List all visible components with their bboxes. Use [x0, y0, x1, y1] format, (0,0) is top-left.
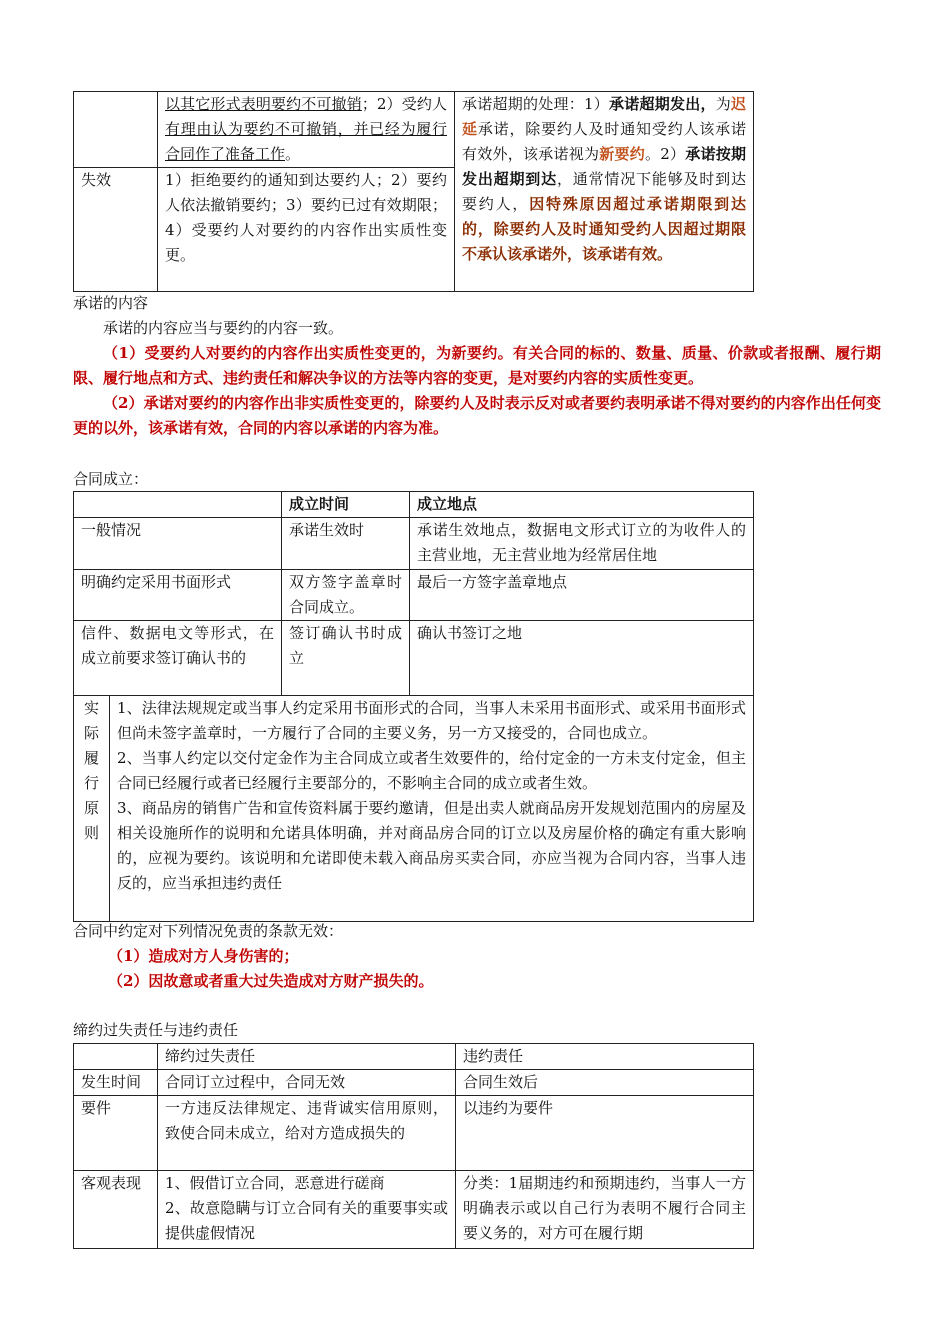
exemption-item-2: （2）因故意或者重大过失造成对方财产损失的。	[108, 972, 434, 990]
exemption-section	[73, 919, 881, 994]
liability-header-culpa: 缔约过失责任	[158, 1044, 456, 1070]
irrevocable-text-a: 以其它形式表明要约不可撤销	[165, 95, 362, 113]
acceptance-p2: （1）受要约人对要约的内容作出实质性变更的，为新要约。有关合同的标的、数量、质量、价款或者报酬、履行期限、履行地点和方式、违约责任和解决争议的方法等内容的变更，是对要约内容的实质性变更。	[73, 344, 881, 387]
liability-header-breach: 违约责任	[456, 1044, 754, 1070]
formation-r1-label: 一般情况	[74, 518, 282, 570]
irrevocable-text-b: ；2）受约人	[361, 95, 447, 113]
late-text-10: 因特殊原因超过承诺期限到达的，除要约人及时通知受约人因超过期限不承认该承诺外，该承诺有效。	[462, 195, 746, 263]
irrevocable-text-d: 。	[285, 145, 301, 163]
liability-r2-label: 要件	[74, 1096, 158, 1171]
late-text-6: 新要约	[599, 145, 645, 163]
liability-r3-label: 客观表现	[74, 1171, 158, 1249]
expiry-label: 失效	[74, 168, 158, 292]
late-text-9: ，通常情况下能够及时到达要约人，	[462, 170, 746, 213]
culpa-item-1: 1、假借订立合同，恶意进行磋商	[165, 1174, 385, 1192]
liability-r1-culpa: 合同订立过程中，合同无效	[158, 1070, 456, 1096]
actual-performance-label: 实际履行原则	[74, 696, 110, 922]
formation-r2-place: 最后一方签字盖章地点	[410, 570, 754, 621]
offer-irrevocable-cell	[158, 92, 455, 168]
late-text-3: 为	[715, 95, 731, 113]
culpa-item-2: 2、故意隐瞒与订立合同有关的重要事实或提供虚假情况	[165, 1199, 448, 1242]
late-text-1: 承诺超期的处理：1）	[462, 95, 609, 113]
expiry-text: 1）拒绝要约的通知到达要约人；2）要约人依法撤销要约；3）要约已过有效期限；4）受要约人对要约的内容作出实质性变更。	[158, 168, 455, 292]
irrevocable-text-c: 有理由认为要约不可撤销，并已经为履行合同作了准备工作	[165, 120, 447, 163]
liability-r2-culpa: 一方违反法律规定、违背诚实信用原则，致使合同未成立，给对方造成损失的	[158, 1096, 456, 1171]
acceptance-p3: （2）承诺对要约的内容作出非实质性变更的，除要约人及时表示反对或者要约表明承诺不得对要约的内容作出任何变更的以外，该承诺有效，合同的内容以承诺的内容为准。	[73, 394, 881, 437]
formation-r3-time: 签订确认书时成立	[282, 621, 410, 696]
liability-r3-breach: 分类：1届期违约和预期违约，当事人一方明确表示或以自己行为表明不履行合同主要义务的，对方可在履行期	[456, 1171, 754, 1249]
formation-header-empty	[74, 492, 282, 518]
formation-r1-place: 承诺生效地点，数据电文形式订立的为收件人的主营业地，无主营业地为经常居住地	[410, 518, 754, 570]
acceptance-p1: 承诺的内容应当与要约的内容一致。	[103, 319, 344, 337]
formation-r1-time: 承诺生效时	[282, 518, 410, 570]
late-text-8: 承诺按期发出超期到达	[462, 145, 746, 188]
acceptance-heading: 承诺的内容	[73, 294, 149, 312]
offer-table	[73, 91, 754, 292]
liability-r2-breach: 以违约为要件	[456, 1096, 754, 1171]
offer-cell-empty	[74, 92, 158, 168]
formation-header-time: 成立时间	[282, 492, 410, 518]
formation-r3-label: 信件、数据电文等形式，在成立前要求签订确认书的	[74, 621, 282, 696]
late-text-4: 迟延	[462, 95, 746, 138]
formation-title: 合同成立：	[73, 470, 149, 488]
late-text-7: 。2）	[644, 145, 686, 163]
formation-header-place: 成立地点	[410, 492, 754, 518]
formation-r3-place: 确认书签订之地	[410, 621, 754, 696]
actual-performance-text	[110, 696, 754, 922]
liability-r1-label: 发生时间	[74, 1070, 158, 1096]
acceptance-content-section	[73, 291, 881, 441]
formation-r2-label: 明确约定采用书面形式	[74, 570, 282, 621]
exemption-item-1: （1）造成对方人身伤害的；	[108, 947, 299, 965]
actual-item-2: 2、当事人约定以交付定金作为主合同成立或者生效要件的，给付定金的一方未支付定金，但主合同已经履行或者已经履行主要部分的，不影响主合同的成立或者生效。	[117, 749, 746, 792]
formation-r2-time: 双方签字盖章时合同成立。	[282, 570, 410, 621]
actual-item-3: 3、商品房的销售广告和宣传资料属于要约邀请，但是出卖人就商品房开发规划范围内的房屋及相关设施所作的说明和允诺具体明确，并对商品房合同的订立以及房屋价格的确定有重大影响的，应视为要约。该说明和允诺即使未载入商品房买卖合同，亦应当视为合同内容，当事人违反的，应当承担违约责任	[117, 799, 746, 892]
liability-r1-breach: 合同生效后	[456, 1070, 754, 1096]
late-text-5: 承诺，除要约人及时通知受约人该承诺有效外，该承诺视为	[462, 120, 746, 163]
liability-table	[73, 1043, 754, 1249]
liability-header-empty	[74, 1044, 158, 1070]
exemption-heading: 合同中约定对下列情况免责的条款无效：	[73, 922, 344, 940]
late-text-2: 承诺超期发出，	[609, 95, 716, 113]
liability-r3-culpa	[158, 1171, 456, 1249]
formation-table	[73, 491, 754, 922]
liability-title: 缔约过失责任与违约责任	[73, 1021, 239, 1039]
late-acceptance-cell	[455, 92, 754, 292]
actual-item-1: 1、法律法规规定或当事人约定采用书面形式的合同，当事人未采用书面形式、或采用书面形式但尚未签字盖章时，一方履行了合同的主要义务，另一方又接受的，合同也成立。	[117, 699, 746, 742]
